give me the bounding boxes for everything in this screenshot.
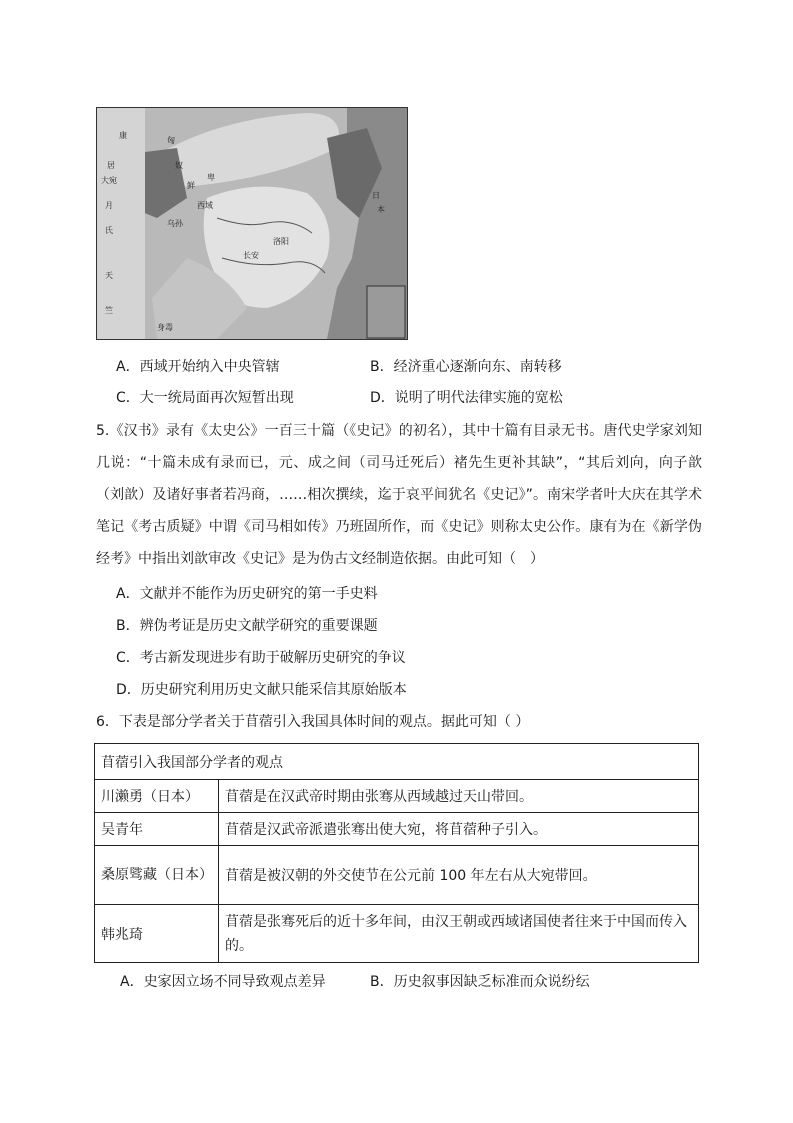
q6-stem: 6．下表是部分学者关于苜蓿引入我国具体时间的观点。据此可知（ ） [96,714,530,730]
map-label: 康 [119,131,127,140]
map-label: 卑 [207,173,215,182]
scholar-cell: 韩兆琦 [95,905,219,963]
q6-option-a[interactable]: A．史家因立场不同导致观点差异 [120,974,326,990]
map-label: 鲜 [187,181,195,190]
q6-option-b[interactable]: B．历史叙事因缺乏标准而众说纷纭 [370,974,590,990]
map-label: 本 [377,205,385,214]
scholar-cell: 吴青年 [95,813,219,846]
q4-option-c[interactable]: C．大一统局面再次短暂出现 [116,390,294,406]
table-row [95,905,699,963]
map-label: 奴 [175,161,183,170]
view-cell: 苜蓿是被汉朝的外交使节在公元前 100 年左右从大宛带回。 [219,846,699,905]
q4-option-d[interactable]: D．说明了明代法律实施的宽松 [370,390,563,406]
scholar-cell: 川濑勇（日本） [95,780,219,813]
q5-option-c[interactable]: C．考古新发现进步有助于破解历史研究的争议 [116,650,406,666]
map-label: 大宛 [101,176,117,185]
map-label: 月 [105,201,113,210]
table-row [95,846,699,905]
map-label: 西域 [197,201,213,210]
map-graphic [97,108,407,339]
q5-option-d[interactable]: D．历史研究利用历史文献只能采信其原始版本 [116,682,407,698]
map-label: 氏 [105,226,113,235]
scholar-cell: 桑原骘藏（日本） [95,846,219,905]
q5-option-b[interactable]: B．辨伪考证是历史文献学研究的重要课题 [116,618,378,634]
map-label: 竺 [105,306,113,315]
map-label: 居 [107,161,115,170]
map-label: 身毒 [157,323,173,332]
view-cell: 苜蓿是在汉武帝时期由张骞从西域越过天山带回。 [219,780,699,813]
table-row [95,813,699,846]
map-label: 天 [105,271,113,280]
map-label: 匈 [167,136,175,145]
historical-map [96,107,408,340]
view-cell: 苜蓿是汉武帝派遣张骞出使大宛，将苜蓿种子引入。 [219,813,699,846]
q5-option-a[interactable]: A．文献并不能作为历史研究的第一手史料 [116,586,378,602]
q5-stem: 5.《汉书》录有《太史公》一百三十篇（《史记》的初名），其中十篇有目录无书。唐代史学家刘知几说：“十篇未成有录而已，元、成之间（司马迁死后）褚先生更补其缺”，“其后刘向，向子歆（刘歆）及诸好事者若冯商，……相次撰续，迄于哀平间犹名《史记》”。南宋学者叶大庆在其学术笔记《考古质疑》中谓《司马相如传》乃班固所作，而《史记》则称太史公作。康有为在《新学伪经考》中指出刘歆审改《史记》是为伪古文经制造依据。由此可知（ ） [96,423,702,567]
table-row [95,780,699,813]
map-label: 乌孙 [167,219,183,228]
map-label: 洛阳 [273,237,289,246]
view-cell: 苜蓿是张骞死后的近十多年间，由汉王朝或西域诸国使者往来于中国而传入的。 [219,905,699,963]
table-header-row [95,744,699,780]
map-label: 日 [372,191,380,200]
q4-option-b[interactable]: B．经济重心逐渐向东、南转移 [370,359,562,375]
q4-option-a[interactable]: A．西域开始纳入中央管辖 [116,359,280,375]
scholar-views-table [94,743,699,963]
table-header: 苜蓿引入我国部分学者的观点 [95,744,699,780]
map-label: 长安 [243,251,259,260]
